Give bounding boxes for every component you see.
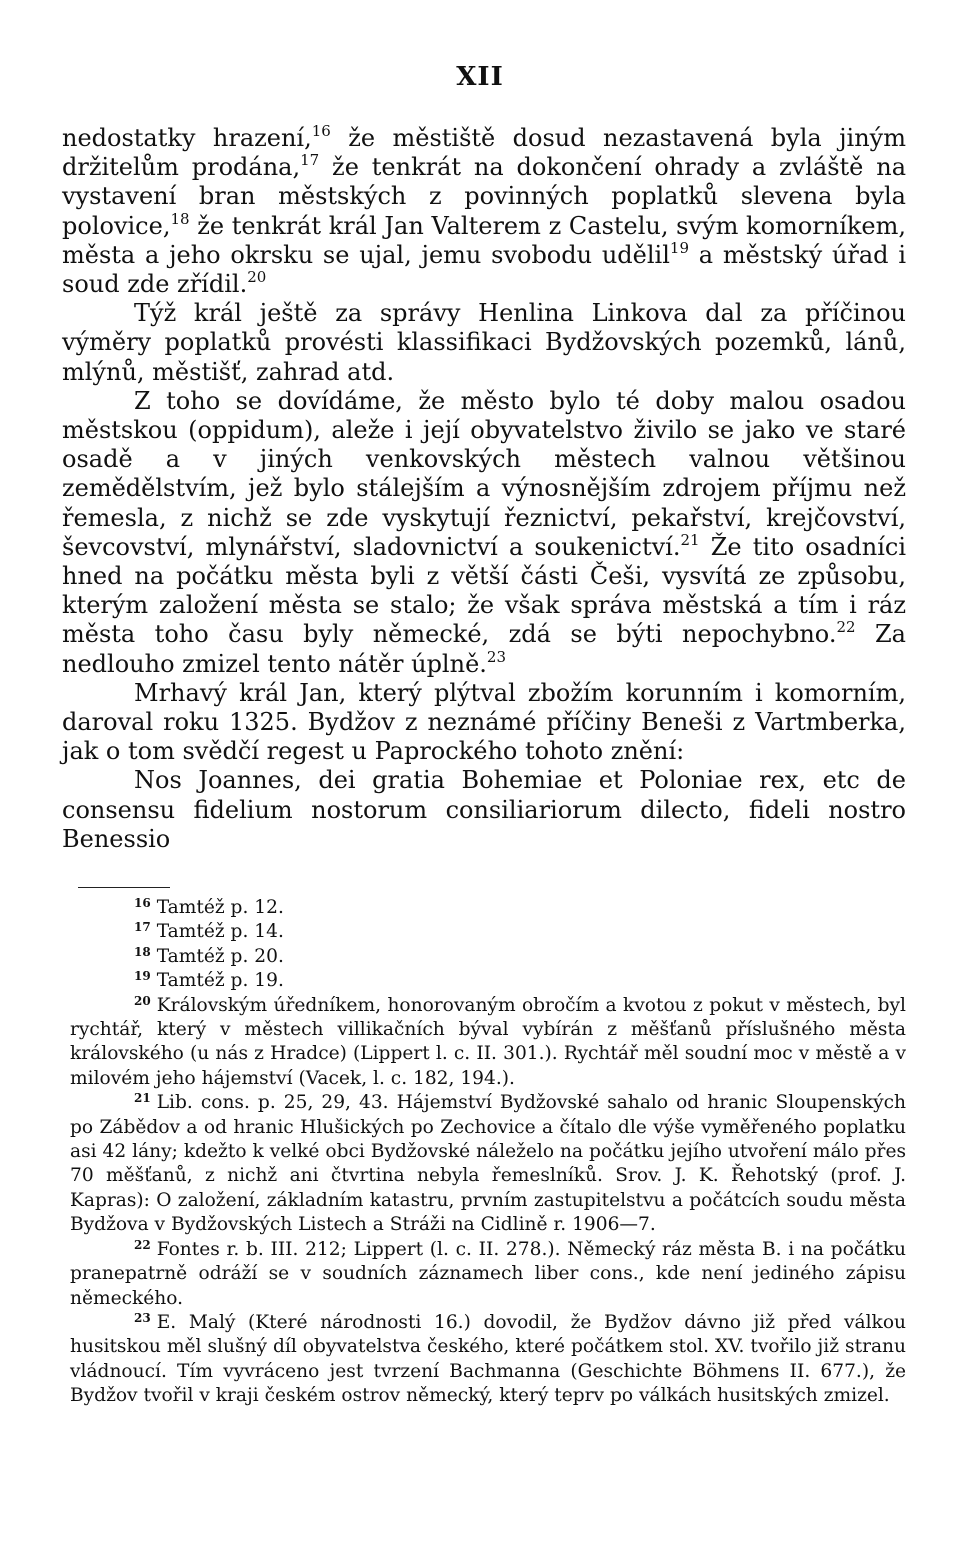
footnote-text: Fontes r. b. III. 212; Lippert (l. c. II. 278.). Německý ráz města B. i na počátku pranepatrně odráží se v soudních záznamech liber cons., kde není jediného zápisu německého.: [70, 1238, 906, 1309]
footnote-text: Lib. cons. p. 25, 29, 43. Hájemství Bydžovské sahalo od hranic Sloupenských po Zábědov a od hranic Hlušických po Zechovice a čítalo dle výše vyměřeného poplatku asi 42 lány; kdežto k velké obci Bydžovské náleželo na počátku jejího utvoření málo přes 70 měšťanů, z nichž ani čtvrtina nebyla řemeslníků. Srov. J. K. Řehotský (prof. J. Kapras): O založení, základním katastru, prvním zastupitelstvu a počátcích soudu města Bydžova v Bydžovských Listech a Stráži na Cidlině r. 1906—7.: [70, 1092, 906, 1236]
footnote-reference: 17: [300, 151, 320, 170]
paragraph: [62, 387, 906, 679]
paragraph-text: Za nedlouho zmizel tento nátěr úplně.: [62, 620, 906, 678]
body-text: [62, 124, 906, 854]
footnote: [70, 920, 906, 944]
paragraph-text: a městský úřad i soud zde zřídil.: [62, 240, 906, 299]
footnote-reference: 16: [311, 122, 331, 140]
footnote-reference: 21: [680, 530, 700, 549]
footnote-number: 22: [134, 1237, 151, 1252]
footnote-text: Tamtéž p. 19.: [156, 970, 284, 992]
paragraph-text: Z toho se dovídáme, že město bylo té doby malou osadou městskou (oppidum), aleže i její obyvatelstvo živilo se jako ve staré osadě a v jiných venkovských městech valnou většinou zemědělstvím, jež bylo stálejším a výnosnějším zdrojem příjmu než řemesla, z nichž se zde vyskytují řeznictví, pekařství, krejčovství, ševcovství, mlynářství, sladovnictví a soukenictví.: [62, 386, 906, 561]
footnote: [70, 945, 906, 969]
footnote-number: 16: [134, 896, 151, 910]
footnote-reference: 18: [170, 209, 190, 228]
footnote-text: Tamtéž p. 12.: [156, 897, 284, 918]
paragraph-text: Že tito osadníci hned na počátku města byli z větší části Češi, vysvítá ze způsobu, kterým založení města se stalo; že však správa městská a tím i ráz města toho času byly německé, zdá se býti nepochybno.: [62, 532, 906, 649]
footnote: [70, 896, 906, 920]
footnote: [70, 969, 906, 993]
footnote-text: E. Malý (Které národnosti 16.) dovodil, že Bydžov dávno již před válkou husitskou měl slušný díl obyvatelstva českého, které počátkem stol. XV. tvořilo již stranu vládnoucí. Tím vyvráceno jest tvrzení Bachmanna (Geschichte Böhmens II. 677.), že Bydžov tvořil v kraji českém ostrov německý, který teprv po válkách husitských zmizel.: [70, 1311, 906, 1407]
paragraph-text: že městiště dosud nezastavená byla jiným držitelům prodána,: [62, 124, 907, 182]
paragraph-text: Mrhavý král Jan, který plýtval zbožím korunním i komorním, daroval roku 1325. Bydžov z neznámé příčiny Beneši z Vartmberka, jak o tom svědčí regest u Paprockého tohoto znění:: [62, 678, 906, 766]
footnote-number: 21: [134, 1091, 151, 1106]
footnote-reference: 22: [836, 618, 856, 637]
footnote-number: 17: [134, 920, 151, 935]
footnote-text: Tamtéž p. 20.: [156, 945, 284, 967]
footnote-reference: 23: [486, 647, 506, 666]
footnote: [70, 1091, 906, 1237]
paragraph-text: že tenkrát na dokončení ohrady a zvláště na vystavení bran městských z povinných poplatků slevena byla polovice,: [62, 153, 907, 240]
footnote: [70, 1311, 906, 1409]
footnote: [70, 1238, 906, 1311]
paragraph-text: nedostatky hrazení,: [62, 124, 312, 152]
page-number: XII: [456, 62, 504, 92]
footnote-number: 18: [134, 944, 151, 959]
footnote-text: Tamtéž p. 14.: [156, 921, 284, 943]
paragraph: [62, 679, 906, 767]
paragraph-text: že tenkrát král Jan Valterem z Castelu, svým komorníkem, města a jeho okrsku se ujal, jemu svobodu udělil: [62, 211, 906, 269]
footnote-separator: [78, 887, 170, 888]
footnote: [70, 994, 906, 1092]
paragraph: [62, 124, 906, 299]
footnote-reference: 19: [669, 238, 689, 257]
footnote-number: 19: [134, 969, 151, 984]
paragraph: [62, 299, 906, 387]
paragraph-text: Nos Joannes, dei gratia Bohemiae et Poloniae rex, etc de consensu fidelium nostorum consiliariorum dilecto, fideli nostro Benessio: [62, 766, 906, 853]
footnotes: [70, 896, 906, 1409]
paragraph: [62, 766, 906, 854]
footnote-reference: 20: [247, 268, 267, 287]
footnote-number: 23: [134, 1310, 151, 1325]
footnote-text: Královským úředníkem, honorovaným obročím a kvotou z pokut v městech, byl rychtář, který v městech villikačních býval vybírán z měšťanů příslušného města královského (u nás z Hradce) (Lippert l. c. II. 301.). Rychtář měl soudní moc v městě a v milovém jeho hájemství (Vacek, l. c. 182, 194.).: [70, 994, 906, 1089]
footnote-number: 20: [134, 993, 151, 1008]
paragraph-text: Týž král ještě za správy Henlina Linkova dal za příčinou výměry poplatků provésti klassifikaci Bydžovských pozemků, lánů, mlýnů, městišť, zahrad atd.: [62, 299, 906, 386]
